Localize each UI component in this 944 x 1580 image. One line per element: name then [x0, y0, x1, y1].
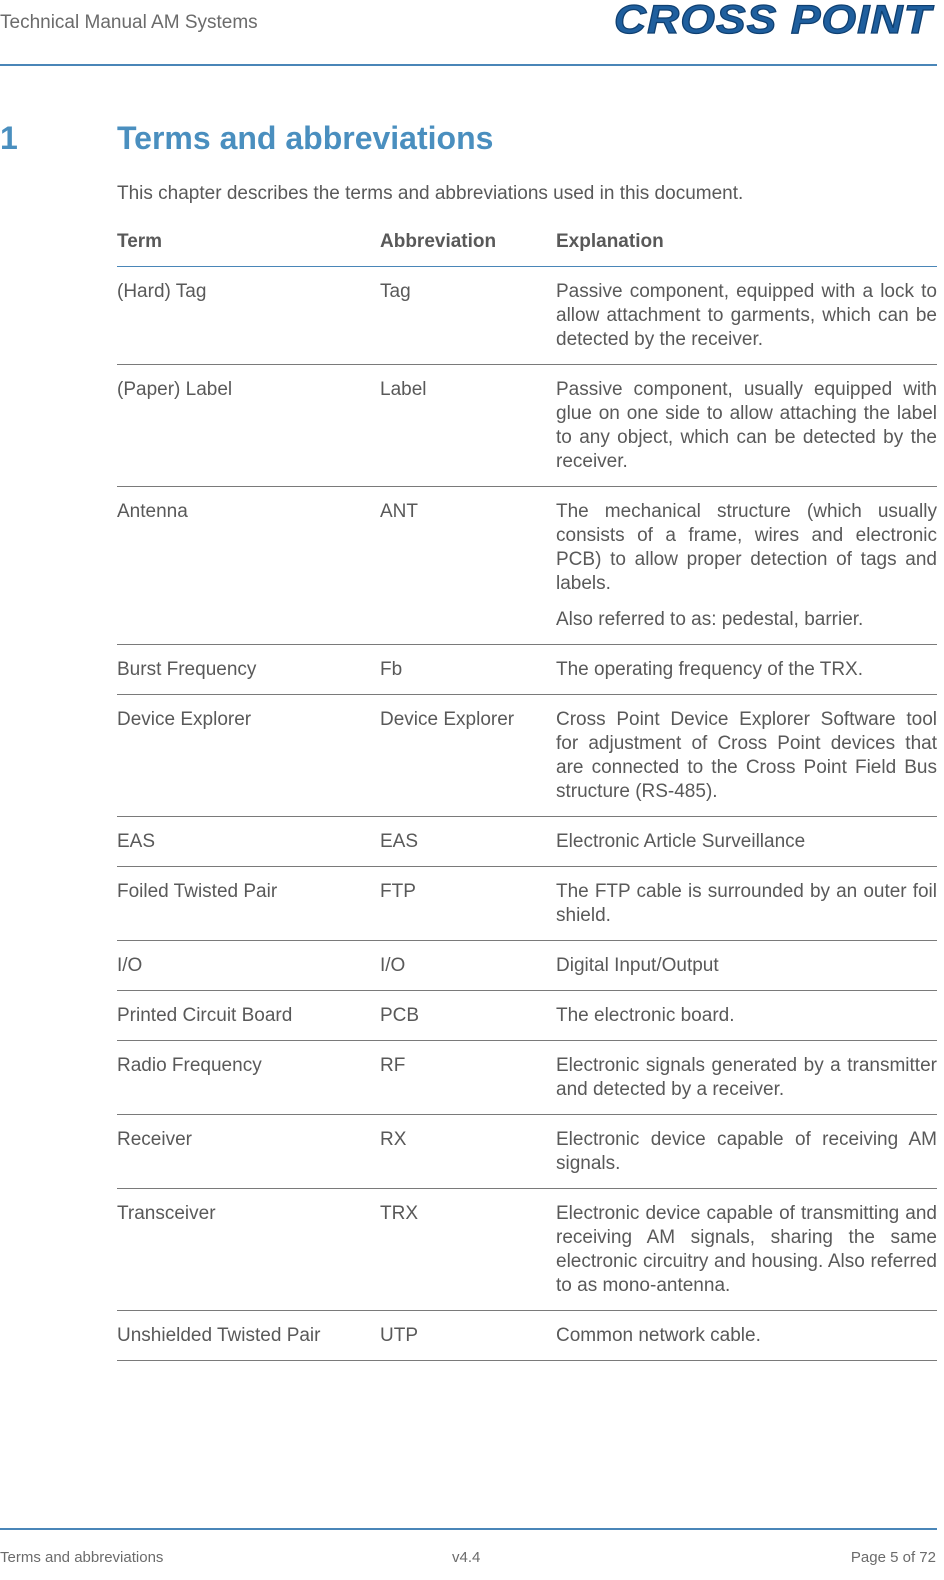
explanation-cell	[556, 867, 937, 941]
footer-section: Terms and abbreviations	[0, 1549, 164, 1566]
table-row	[117, 991, 937, 1041]
chapter-title: Terms and abbreviations	[117, 120, 494, 156]
explanation-paragraph: Electronic Article Surveillance	[556, 831, 806, 852]
footer-divider	[0, 1528, 937, 1530]
table-body	[117, 267, 937, 1361]
term-cell: Foiled Twisted Pair	[117, 867, 380, 941]
chapter-number: 1	[0, 120, 18, 156]
abbreviation-cell: Device Explorer	[380, 695, 556, 817]
term-cell: Receiver	[117, 1115, 380, 1189]
abbreviation-cell: UTP	[380, 1311, 556, 1361]
term-cell: (Paper) Label	[117, 365, 380, 487]
explanation-paragraph: Electronic signals generated by a transmitter and detected by a receiver.	[556, 1055, 937, 1100]
header-title: Technical Manual AM Systems	[0, 12, 258, 33]
term-cell: I/O	[117, 941, 380, 991]
explanation-paragraph: Passive component, usually equipped with glue on one side to allow attaching the label to any object, which can be detected by the receiver.	[556, 379, 937, 472]
term-cell: Antenna	[117, 487, 380, 645]
table-row	[117, 817, 937, 867]
explanation-cell	[556, 1115, 937, 1189]
table-row	[117, 695, 937, 817]
table-row	[117, 867, 937, 941]
column-header-abbreviation: Abbreviation	[380, 222, 556, 267]
abbreviation-cell: FTP	[380, 867, 556, 941]
explanation-cell	[556, 267, 937, 365]
explanation-paragraph: The mechanical structure (which usually consists of a frame, wires and electronic PCB) to allow proper detection of tags and labels.	[556, 501, 937, 594]
term-cell: Transceiver	[117, 1189, 380, 1311]
explanation-cell	[556, 1311, 937, 1361]
abbreviation-cell: PCB	[380, 991, 556, 1041]
term-cell: Unshielded Twisted Pair	[117, 1311, 380, 1361]
abbreviation-cell: Label	[380, 365, 556, 487]
table-row	[117, 645, 937, 695]
abbreviation-cell: I/O	[380, 941, 556, 991]
terms-table	[117, 222, 937, 1361]
explanation-paragraph: Common network cable.	[556, 1325, 761, 1346]
explanation-cell	[556, 1041, 937, 1115]
term-cell: Device Explorer	[117, 695, 380, 817]
explanation-cell	[556, 487, 937, 645]
explanation-cell	[556, 695, 937, 817]
abbreviation-cell: EAS	[380, 817, 556, 867]
cross-point-logo	[608, 0, 938, 45]
abbreviation-cell: RX	[380, 1115, 556, 1189]
term-cell: Radio Frequency	[117, 1041, 380, 1115]
table-row	[117, 1311, 937, 1361]
table-row	[117, 267, 937, 365]
table-row	[117, 941, 937, 991]
table-row	[117, 1115, 937, 1189]
abbreviation-cell: Tag	[380, 267, 556, 365]
explanation-cell	[556, 645, 937, 695]
table-header-row	[117, 222, 937, 267]
column-header-term: Term	[117, 222, 380, 267]
explanation-paragraph: Passive component, equipped with a lock to allow attachment to garments, which can be detected by the receiver.	[556, 281, 937, 350]
explanation-paragraph: Cross Point Device Explorer Software tool for adjustment of Cross Point devices that are connected to the Cross Point Field Bus structure (RS-485).	[556, 709, 937, 802]
table-row	[117, 1189, 937, 1311]
explanation-cell	[556, 365, 937, 487]
explanation-cell	[556, 817, 937, 867]
table-row	[117, 487, 937, 645]
explanation-cell	[556, 991, 937, 1041]
footer-version: v4.4	[452, 1549, 481, 1566]
term-cell: (Hard) Tag	[117, 267, 380, 365]
abbreviation-cell: RF	[380, 1041, 556, 1115]
logo-text: CROSS POINT	[614, 0, 935, 40]
explanation-paragraph: Also referred to as: pedestal, barrier.	[556, 609, 864, 630]
explanation-paragraph: The electronic board.	[556, 1005, 735, 1026]
explanation-cell	[556, 1189, 937, 1311]
term-cell: Printed Circuit Board	[117, 991, 380, 1041]
table-row	[117, 365, 937, 487]
explanation-paragraph: Electronic device capable of receiving AM signals.	[556, 1129, 937, 1174]
abbreviation-cell: TRX	[380, 1189, 556, 1311]
column-header-explanation: Explanation	[556, 222, 937, 267]
explanation-paragraph: The FTP cable is surrounded by an outer foil shield.	[556, 881, 937, 926]
term-cell: Burst Frequency	[117, 645, 380, 695]
explanation-cell	[556, 941, 937, 991]
explanation-paragraph: Digital Input/Output	[556, 955, 719, 976]
chapter-intro: This chapter describes the terms and abbreviations used in this document.	[117, 183, 744, 204]
table-row	[117, 1041, 937, 1115]
term-cell: EAS	[117, 817, 380, 867]
explanation-paragraph: Electronic device capable of transmitting and receiving AM signals, sharing the same electronic circuitry and housing. Also referred to as mono-antenna.	[556, 1203, 937, 1296]
footer-page-number: Page 5 of 72	[850, 1549, 936, 1566]
explanation-paragraph: The operating frequency of the TRX.	[556, 659, 863, 680]
abbreviation-cell: ANT	[380, 487, 556, 645]
header-divider	[0, 64, 937, 66]
abbreviation-cell: Fb	[380, 645, 556, 695]
